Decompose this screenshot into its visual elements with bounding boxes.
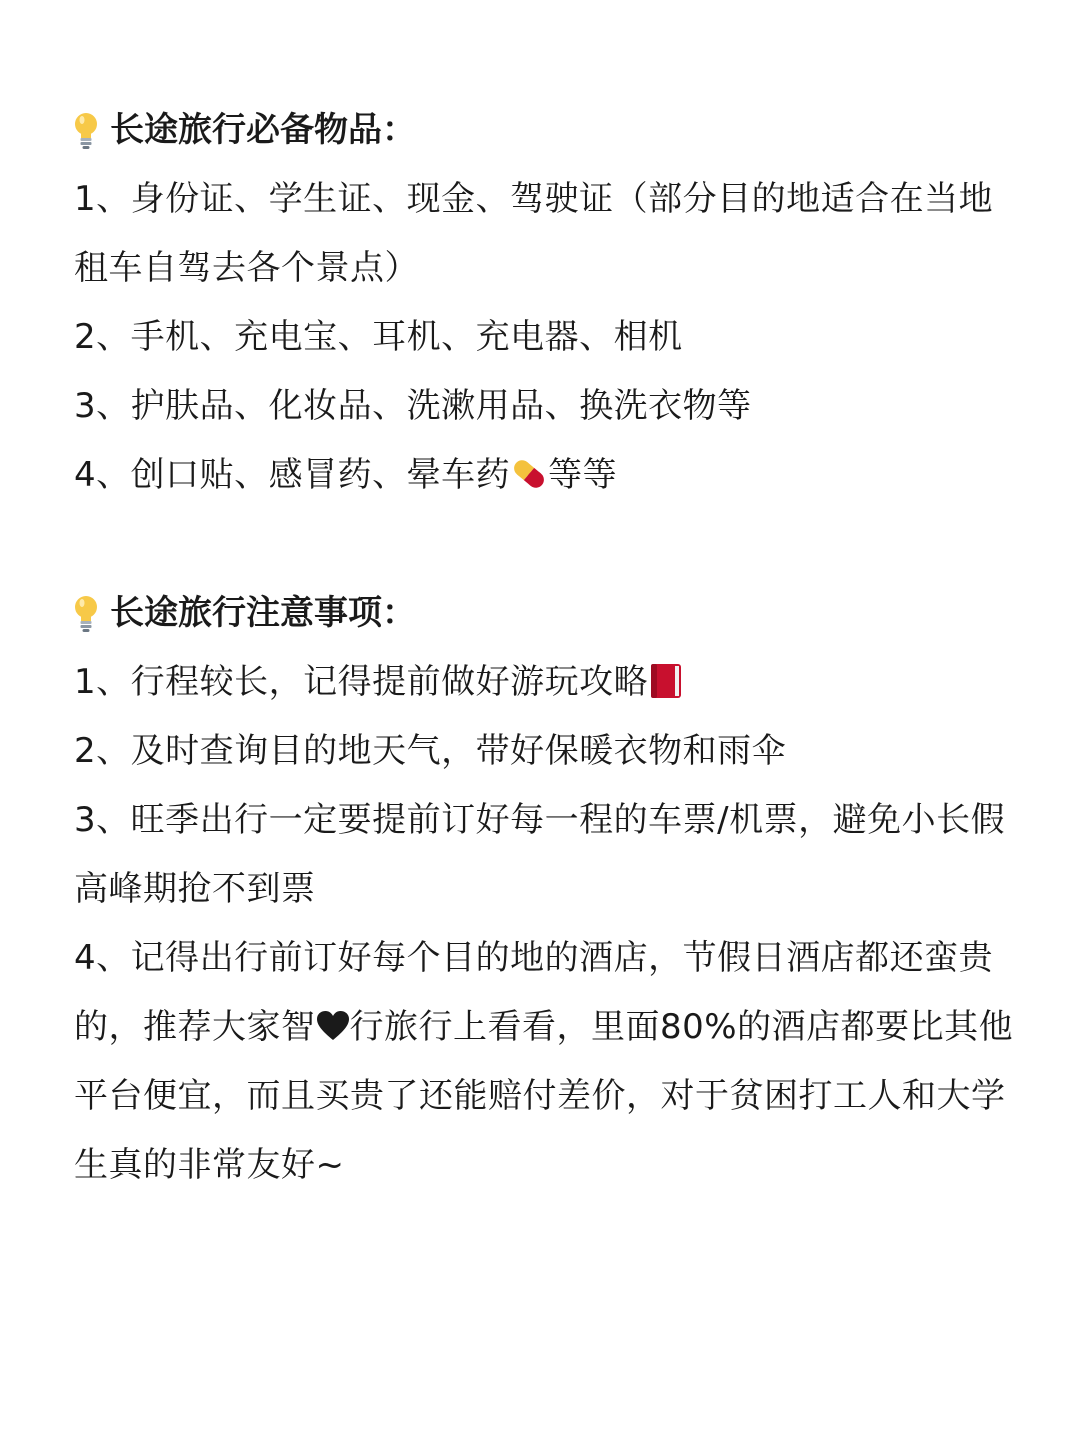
red-book-icon (648, 662, 684, 700)
list-item-text: 4、记得出行前订好每个目的地的酒店，节假日酒店都还蛮贵的，推荐大家智 (74, 938, 994, 1047)
list-item: 1、身份证、学生证、现金、驾驶证（部分目的地适合在当地租车自驾去各个景点） (74, 179, 994, 288)
section-heading-text: 长途旅行注意事项： (110, 593, 416, 633)
list-item: 2、及时查询目的地天气，带好保暖衣物和雨伞 (74, 731, 787, 771)
list-item-text: 4、创口贴、感冒药、晕车药 (74, 455, 511, 495)
list-item-text: 1、行程较长，记得提前做好游玩攻略 (74, 662, 649, 702)
lightbulb-icon (74, 111, 98, 151)
section-notes (74, 579, 1014, 1200)
note-page (74, 96, 1014, 1200)
list-item (74, 924, 1014, 1200)
list-item: 2、手机、充电宝、耳机、充电器、相机 (74, 317, 683, 357)
list-item: 3、旺季出行一定要提前订好每一程的车票/机票，避免小长假高峰期抢不到票 (74, 800, 1006, 909)
section-heading-text: 长途旅行必备物品： (110, 110, 416, 150)
lightbulb-icon (74, 594, 98, 634)
list-item (74, 441, 1014, 510)
list-item (74, 648, 1014, 717)
list-item-text: 等等 (548, 455, 618, 495)
section-essentials (74, 96, 1014, 510)
list-item: 3、护肤品、化妆品、洗漱用品、换洗衣物等 (74, 386, 752, 426)
heart-icon (316, 1010, 350, 1042)
section-heading (74, 579, 1014, 648)
pill-icon (510, 455, 548, 493)
list-item-text: 行旅行上看看，里面80%的酒店都要比其他平台便宜，而且买贵了还能赔付差价，对于贫困打工人和大学生真的非常友好~ (74, 1007, 1014, 1185)
section-heading (74, 96, 1014, 165)
